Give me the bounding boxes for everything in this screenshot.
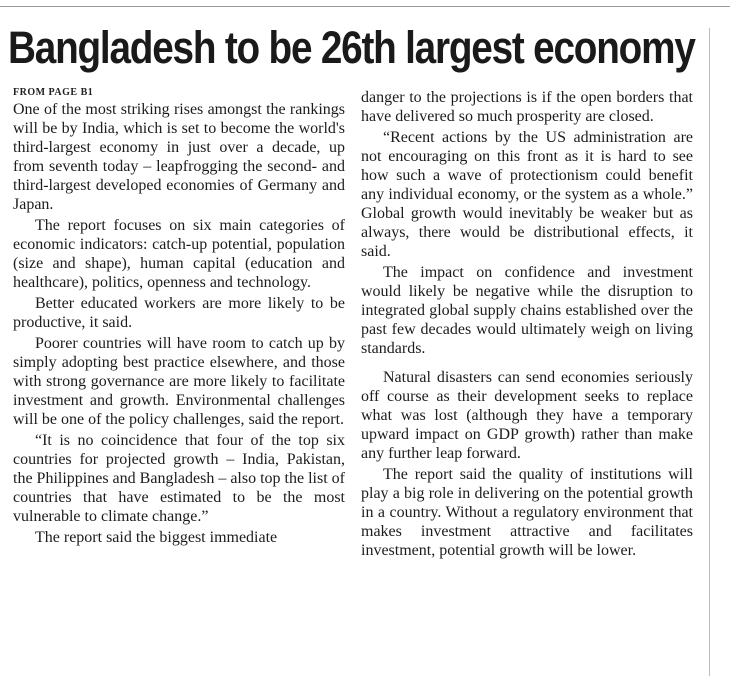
top-rule	[0, 6, 730, 7]
column-divider	[709, 28, 710, 676]
article-paragraph: The impact on confidence and investment would likely be negative while the disruption to integrated global supply chains established over the past few decades would ultimately weigh on living standards.	[361, 264, 693, 357]
article-paragraph: danger to the projections is if the open borders that have delivered so much prosperity are closed.	[361, 89, 693, 125]
article-paragraph: Natural disasters can send economies seriously off course as their development seeks to replace what was lost (although they have a temporary upward impact on GDP growth) rather than make any further leap forward.	[361, 369, 693, 462]
headline: Bangladesh to be 26th largest economy	[8, 22, 695, 73]
article-paragraph: Better educated workers are more likely to be productive, it said.	[13, 295, 345, 331]
dateline: FROM PAGE B1	[13, 87, 94, 98]
article-paragraph: The report said the quality of institutions will play a big role in delivering on the potential growth in a country. Without a regulatory environment that makes investment attractive and facilitates investment, potential growth will be lower.	[361, 466, 693, 559]
left-column	[13, 88, 345, 547]
article-paragraph: The report focuses on six main categories of economic indicators: catch-up potential, population (size and shape), human capital (education and healthcare), politics, openness and technology.	[13, 217, 345, 291]
article-paragraph: One of the most striking rises amongst the rankings will be by India, which is set to become the world's third-largest economy in just over a decade, up from seventh today – leapfrogging the second- and third-largest developed economies of Germany and Japan.	[13, 101, 345, 213]
article-paragraph: “It is no coincidence that four of the top six countries for projected growth – India, Pakistan, the Philippines and Bangladesh – also top the list of countries that have estimated to be the most vulnerable to climate change.”	[13, 432, 345, 525]
article-paragraph: Poorer countries will have room to catch up by simply adopting best practice elsewhere, and those with strong governance are more likely to facilitate investment and growth. Environmental challenges will be one of the policy challenges, said the report.	[13, 335, 345, 428]
right-column	[361, 88, 693, 560]
article-paragraph: “Recent actions by the US administration are not encouraging on this front as it is hard to see how such a wave of protectionism could benefit any individual economy, or the system as a whole.” Global growth would inevitably be weaker but as always, there would be distributional effects, it said.	[361, 129, 693, 260]
article-paragraph: The report said the biggest immediate	[35, 529, 278, 546]
